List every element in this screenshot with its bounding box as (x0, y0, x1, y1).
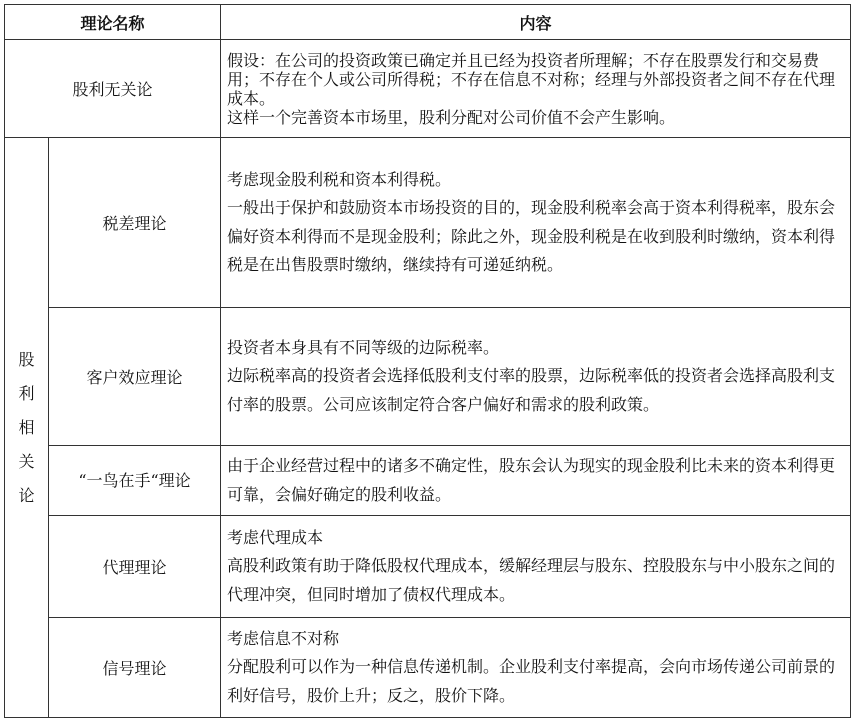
content-line: 假设：在公司的投资政策已确定并且已经为投资者所理解；不存在股票发行和交易费用；不存在个人或公司所得税；不存在信息不对称；经理与外部投资者之间不存在代理成本。 (227, 50, 836, 108)
content-line: 一般出于保护和鼓励资本市场投资的目的，现金股利税率会高于资本利得税率，股东会偏好资本利得而不是现金股利；除此之外，现金股利税是在收到股利时缴纳，资本利得税是在出售股票时缴纳，继续持有可递延纳税。 (227, 198, 836, 274)
theory-name: 信号理论 (49, 618, 221, 718)
table-row (5, 308, 851, 446)
theory-name: 代理理论 (49, 516, 221, 618)
theory-content (221, 618, 851, 718)
table-row (5, 40, 851, 138)
content-line: 这样一个完善资本市场里，股利分配对公司价值不会产生影响。 (227, 107, 676, 127)
table-row (5, 138, 851, 308)
content-line: 分配股利可以作为一种信息传递机制。企业股利支付率提高，会向市场传递公司前景的利好信号，股价上升；反之，股价下降。 (227, 657, 836, 705)
theory-content (221, 516, 851, 618)
header-content: 内容 (221, 5, 851, 40)
relevance-group-label (5, 138, 49, 718)
content-line: 考虑现金股利税和资本利得税。 (227, 169, 452, 189)
content-line: 由于企业经营过程中的诸多不确定性，股东会认为现实的现金股利比未来的资本利得更可靠，会偏好确定的股利收益。 (227, 456, 836, 504)
content-line: 高股利政策有助于降低股权代理成本，缓解经理层与股东、控股股东与中小股东之间的代理冲突，但同时增加了债权代理成本。 (227, 556, 836, 604)
theory-content (221, 138, 851, 308)
theory-content (221, 308, 851, 446)
theory-content (221, 446, 851, 516)
table-row (5, 446, 851, 516)
theory-name: “一鸟在手“理论 (49, 446, 221, 516)
group-char: 股 (18, 349, 35, 369)
group-char: 利 (18, 383, 35, 403)
group-char: 关 (18, 451, 35, 471)
theory-content (221, 40, 851, 138)
dividend-theory-table (4, 4, 851, 718)
group-char: 相 (18, 417, 35, 437)
table-row (5, 618, 851, 718)
theory-name: 税差理论 (49, 138, 221, 308)
header-name: 理论名称 (5, 5, 221, 40)
table-row (5, 516, 851, 618)
group-char: 论 (18, 485, 35, 505)
content-line: 考虑代理成本 (227, 527, 324, 547)
content-line: 投资者本身具有不同等级的边际税率。 (227, 337, 500, 357)
theory-name: 客户效应理论 (49, 308, 221, 446)
theory-name: 股利无关论 (5, 40, 221, 138)
header-row (5, 5, 851, 40)
content-line: 考虑信息不对称 (227, 628, 340, 648)
content-line: 边际税率高的投资者会选择低股利支付率的股票，边际税率低的投资者会选择高股利支付率的股票。公司应该制定符合客户偏好和需求的股利政策。 (227, 366, 836, 414)
